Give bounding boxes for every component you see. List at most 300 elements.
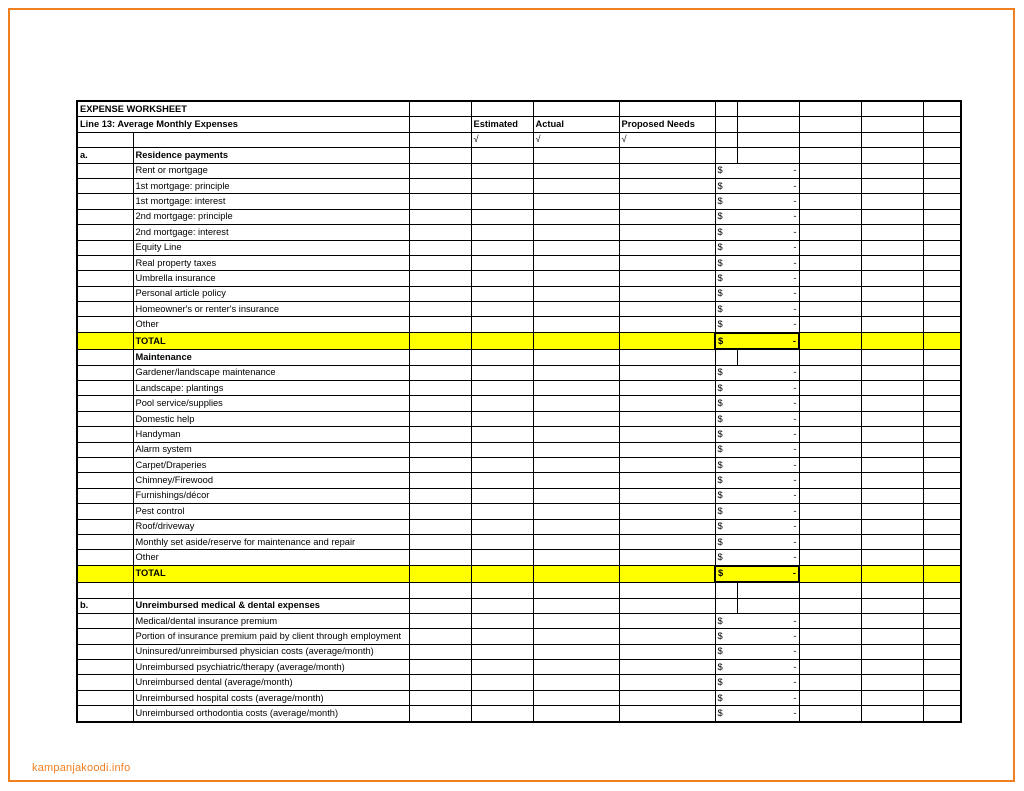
expense-value-col1[interactable] bbox=[409, 675, 471, 690]
expense-value-actual[interactable] bbox=[533, 381, 619, 396]
currency-symbol: $ bbox=[715, 442, 737, 457]
expense-value-actual[interactable] bbox=[533, 255, 619, 270]
expense-value-actual[interactable] bbox=[533, 209, 619, 224]
expense-value-proposed[interactable] bbox=[619, 381, 715, 396]
currency-symbol: $ bbox=[715, 427, 737, 442]
expense-value-estimated[interactable] bbox=[471, 488, 533, 503]
expense-value-proposed[interactable] bbox=[619, 302, 715, 317]
expense-label: Equity Line bbox=[133, 240, 409, 255]
empty-cell bbox=[861, 255, 923, 270]
empty-cell bbox=[799, 101, 861, 117]
empty-cell bbox=[77, 504, 133, 519]
expense-value-proposed[interactable] bbox=[619, 675, 715, 690]
expense-value-col1[interactable] bbox=[409, 427, 471, 442]
currency-symbol: $ bbox=[715, 690, 737, 705]
empty-cell bbox=[409, 117, 471, 132]
empty-cell bbox=[799, 225, 861, 240]
currency-amount: - bbox=[737, 442, 799, 457]
total-currency-symbol: $ bbox=[715, 333, 737, 349]
currency-symbol: $ bbox=[715, 178, 737, 193]
expense-value-col1[interactable] bbox=[409, 613, 471, 628]
expense-label: 2nd mortgage: principle bbox=[133, 209, 409, 224]
empty-cell bbox=[861, 302, 923, 317]
expense-value-estimated[interactable] bbox=[471, 255, 533, 270]
expense-value-actual[interactable] bbox=[533, 411, 619, 426]
empty-cell bbox=[861, 644, 923, 659]
total-currency-symbol: $ bbox=[715, 566, 737, 582]
expense-value-actual[interactable] bbox=[533, 488, 619, 503]
expense-value-col1[interactable] bbox=[409, 317, 471, 333]
expense-label: Roof/driveway bbox=[133, 519, 409, 534]
expense-label: Handyman bbox=[133, 427, 409, 442]
empty-cell bbox=[715, 101, 737, 117]
expense-value-estimated[interactable] bbox=[471, 271, 533, 286]
expense-value-actual[interactable] bbox=[533, 427, 619, 442]
empty-cell bbox=[77, 302, 133, 317]
empty-cell bbox=[923, 598, 961, 613]
expense-value-proposed[interactable] bbox=[619, 194, 715, 209]
currency-symbol: $ bbox=[715, 396, 737, 411]
empty-cell bbox=[923, 271, 961, 286]
currency-symbol: $ bbox=[715, 706, 737, 722]
empty-cell bbox=[861, 117, 923, 132]
empty-cell bbox=[715, 349, 737, 365]
page-title: EXPENSE WORKSHEET bbox=[77, 101, 409, 117]
empty-cell bbox=[861, 365, 923, 380]
empty-cell bbox=[533, 598, 619, 613]
empty-cell bbox=[77, 381, 133, 396]
expense-value-actual[interactable] bbox=[533, 194, 619, 209]
expense-value-col1[interactable] bbox=[409, 302, 471, 317]
expense-value-proposed[interactable] bbox=[619, 209, 715, 224]
expense-value-actual[interactable] bbox=[533, 660, 619, 675]
empty-cell bbox=[77, 566, 133, 582]
expense-value-estimated[interactable] bbox=[471, 411, 533, 426]
currency-amount: - bbox=[737, 706, 799, 722]
expense-value-actual[interactable] bbox=[533, 629, 619, 644]
expense-value-actual[interactable] bbox=[533, 396, 619, 411]
expense-value-proposed[interactable] bbox=[619, 271, 715, 286]
expense-value-col1[interactable] bbox=[409, 706, 471, 722]
expense-value-estimated[interactable] bbox=[471, 178, 533, 193]
subtitle-row bbox=[77, 117, 961, 132]
spacer-row bbox=[77, 582, 961, 598]
empty-cell bbox=[409, 101, 471, 117]
empty-cell bbox=[77, 629, 133, 644]
expense-row bbox=[77, 240, 961, 255]
empty-cell bbox=[799, 675, 861, 690]
expense-value-proposed[interactable] bbox=[619, 178, 715, 193]
section-heading: Unreimbursed medical & dental expenses bbox=[133, 598, 409, 613]
expense-value-actual[interactable] bbox=[533, 613, 619, 628]
expense-value-estimated[interactable] bbox=[471, 644, 533, 659]
checkmark-proposed-needs[interactable]: √ bbox=[619, 132, 715, 147]
expense-value-proposed[interactable] bbox=[619, 411, 715, 426]
empty-cell bbox=[715, 117, 737, 132]
currency-amount: - bbox=[737, 613, 799, 628]
empty-cell bbox=[923, 442, 961, 457]
expense-row bbox=[77, 706, 961, 722]
empty-cell bbox=[861, 194, 923, 209]
empty-cell bbox=[923, 644, 961, 659]
empty-cell bbox=[77, 255, 133, 270]
expense-row bbox=[77, 271, 961, 286]
expense-value-proposed[interactable] bbox=[619, 396, 715, 411]
expense-label: Domestic help bbox=[133, 411, 409, 426]
currency-symbol: $ bbox=[715, 302, 737, 317]
expense-value-col1[interactable] bbox=[409, 488, 471, 503]
expense-value-col1[interactable] bbox=[409, 457, 471, 472]
expense-row bbox=[77, 660, 961, 675]
expense-row bbox=[77, 365, 961, 380]
currency-amount: - bbox=[737, 178, 799, 193]
empty-cell bbox=[77, 675, 133, 690]
expense-value-estimated[interactable] bbox=[471, 550, 533, 566]
expense-value-estimated[interactable] bbox=[471, 706, 533, 722]
expense-value-estimated[interactable] bbox=[471, 225, 533, 240]
expense-value-estimated[interactable] bbox=[471, 690, 533, 705]
empty-cell bbox=[77, 132, 133, 147]
expense-row bbox=[77, 396, 961, 411]
empty-cell bbox=[409, 148, 471, 163]
empty-cell bbox=[861, 473, 923, 488]
empty-cell bbox=[861, 101, 923, 117]
empty-cell bbox=[471, 582, 533, 598]
empty-cell bbox=[861, 519, 923, 534]
expense-value-estimated[interactable] bbox=[471, 381, 533, 396]
empty-cell bbox=[861, 504, 923, 519]
expense-value-col1[interactable] bbox=[409, 286, 471, 301]
expense-value-estimated[interactable] bbox=[471, 427, 533, 442]
empty-cell bbox=[77, 163, 133, 178]
section-marker: b. bbox=[77, 598, 133, 613]
empty-cell bbox=[77, 473, 133, 488]
empty-cell bbox=[923, 101, 961, 117]
total-row bbox=[77, 566, 961, 582]
empty-cell bbox=[861, 333, 923, 349]
expense-value-actual[interactable] bbox=[533, 163, 619, 178]
expense-value-actual[interactable] bbox=[533, 225, 619, 240]
expense-value-estimated[interactable] bbox=[471, 396, 533, 411]
empty-cell bbox=[133, 582, 409, 598]
expense-value-estimated[interactable] bbox=[471, 194, 533, 209]
empty-cell bbox=[799, 473, 861, 488]
expense-value-col1[interactable] bbox=[409, 473, 471, 488]
currency-amount: - bbox=[737, 240, 799, 255]
expense-label: Unreimbursed orthodontia costs (average/month) bbox=[133, 706, 409, 722]
expense-row bbox=[77, 178, 961, 193]
expense-value-proposed[interactable] bbox=[619, 629, 715, 644]
expense-value-proposed[interactable] bbox=[619, 317, 715, 333]
expense-value-estimated[interactable] bbox=[471, 629, 533, 644]
empty-cell bbox=[923, 411, 961, 426]
currency-amount: - bbox=[737, 396, 799, 411]
expense-value-proposed[interactable] bbox=[619, 427, 715, 442]
expense-value-actual[interactable] bbox=[533, 442, 619, 457]
expense-value-col1[interactable] bbox=[409, 209, 471, 224]
expense-value-col1[interactable] bbox=[409, 194, 471, 209]
expense-value-proposed[interactable] bbox=[619, 225, 715, 240]
expense-value-estimated[interactable] bbox=[471, 442, 533, 457]
expense-value-actual[interactable] bbox=[533, 644, 619, 659]
empty-cell bbox=[737, 148, 799, 163]
empty-cell bbox=[799, 148, 861, 163]
empty-cell bbox=[923, 132, 961, 147]
currency-amount: - bbox=[737, 504, 799, 519]
empty-cell bbox=[861, 286, 923, 301]
currency-symbol: $ bbox=[715, 225, 737, 240]
empty-cell bbox=[715, 582, 737, 598]
expense-value-col1[interactable] bbox=[409, 519, 471, 534]
empty-cell bbox=[619, 148, 715, 163]
currency-amount: - bbox=[737, 519, 799, 534]
empty-cell bbox=[923, 302, 961, 317]
expense-value-estimated[interactable] bbox=[471, 675, 533, 690]
expense-value-estimated[interactable] bbox=[471, 660, 533, 675]
empty-cell bbox=[533, 148, 619, 163]
empty-cell bbox=[799, 550, 861, 566]
expense-row bbox=[77, 255, 961, 270]
checkmark-actual[interactable]: √ bbox=[533, 132, 619, 147]
expense-value-col1[interactable] bbox=[409, 690, 471, 705]
expense-value-proposed[interactable] bbox=[619, 534, 715, 549]
empty-cell bbox=[923, 209, 961, 224]
empty-cell bbox=[861, 396, 923, 411]
expense-value-col1[interactable] bbox=[409, 534, 471, 549]
expense-value-estimated[interactable] bbox=[471, 473, 533, 488]
expense-label: Personal article policy bbox=[133, 286, 409, 301]
empty-cell bbox=[409, 349, 471, 365]
currency-symbol: $ bbox=[715, 411, 737, 426]
expense-value-estimated[interactable] bbox=[471, 504, 533, 519]
empty-cell bbox=[861, 550, 923, 566]
empty-cell bbox=[737, 598, 799, 613]
empty-cell bbox=[619, 101, 715, 117]
empty-cell bbox=[799, 442, 861, 457]
empty-cell bbox=[533, 333, 619, 349]
empty-cell bbox=[799, 302, 861, 317]
expense-label: Pest control bbox=[133, 504, 409, 519]
empty-cell bbox=[619, 582, 715, 598]
expense-value-estimated[interactable] bbox=[471, 534, 533, 549]
expense-value-actual[interactable] bbox=[533, 365, 619, 380]
empty-cell bbox=[799, 163, 861, 178]
empty-cell bbox=[737, 349, 799, 365]
empty-cell bbox=[737, 101, 799, 117]
empty-cell bbox=[861, 534, 923, 549]
empty-cell bbox=[619, 598, 715, 613]
expense-value-estimated[interactable] bbox=[471, 457, 533, 472]
empty-cell bbox=[861, 427, 923, 442]
expense-row bbox=[77, 194, 961, 209]
expense-value-proposed[interactable] bbox=[619, 442, 715, 457]
expense-value-proposed[interactable] bbox=[619, 690, 715, 705]
expense-value-actual[interactable] bbox=[533, 504, 619, 519]
expense-value-col1[interactable] bbox=[409, 365, 471, 380]
expense-value-estimated[interactable] bbox=[471, 519, 533, 534]
empty-cell bbox=[861, 488, 923, 503]
expense-value-proposed[interactable] bbox=[619, 550, 715, 566]
total-amount: - bbox=[737, 566, 799, 582]
expense-value-proposed[interactable] bbox=[619, 613, 715, 628]
expense-value-actual[interactable] bbox=[533, 240, 619, 255]
currency-symbol: $ bbox=[715, 255, 737, 270]
expense-value-col1[interactable] bbox=[409, 660, 471, 675]
expense-value-col1[interactable] bbox=[409, 411, 471, 426]
empty-cell bbox=[923, 255, 961, 270]
empty-cell bbox=[799, 411, 861, 426]
empty-cell bbox=[923, 582, 961, 598]
empty-cell bbox=[923, 148, 961, 163]
empty-cell bbox=[861, 178, 923, 193]
expense-value-col1[interactable] bbox=[409, 271, 471, 286]
expense-value-actual[interactable] bbox=[533, 457, 619, 472]
expense-value-col1[interactable] bbox=[409, 629, 471, 644]
empty-cell bbox=[737, 582, 799, 598]
expense-value-actual[interactable] bbox=[533, 519, 619, 534]
empty-cell bbox=[923, 317, 961, 333]
expense-row bbox=[77, 163, 961, 178]
expense-value-col1[interactable] bbox=[409, 225, 471, 240]
expense-value-col1[interactable] bbox=[409, 163, 471, 178]
empty-cell bbox=[409, 566, 471, 582]
expense-value-proposed[interactable] bbox=[619, 473, 715, 488]
expense-label: Monthly set aside/reserve for maintenance and repair bbox=[133, 534, 409, 549]
expense-value-actual[interactable] bbox=[533, 675, 619, 690]
expense-row bbox=[77, 302, 961, 317]
expense-value-actual[interactable] bbox=[533, 271, 619, 286]
empty-cell bbox=[799, 660, 861, 675]
expense-value-actual[interactable] bbox=[533, 286, 619, 301]
empty-cell bbox=[715, 132, 737, 147]
empty-cell bbox=[861, 629, 923, 644]
empty-cell bbox=[799, 598, 861, 613]
expense-label: 1st mortgage: principle bbox=[133, 178, 409, 193]
expense-row bbox=[77, 411, 961, 426]
expense-value-col1[interactable] bbox=[409, 644, 471, 659]
expense-value-actual[interactable] bbox=[533, 690, 619, 705]
empty-cell bbox=[77, 271, 133, 286]
expense-label: Medical/dental insurance premium bbox=[133, 613, 409, 628]
expense-label: Unreimbursed hospital costs (average/month) bbox=[133, 690, 409, 705]
empty-cell bbox=[923, 534, 961, 549]
expense-value-proposed[interactable] bbox=[619, 365, 715, 380]
total-amount: - bbox=[737, 333, 799, 349]
empty-cell bbox=[923, 396, 961, 411]
expense-value-proposed[interactable] bbox=[619, 240, 715, 255]
expense-label: Unreimbursed psychiatric/therapy (average/month) bbox=[133, 660, 409, 675]
expense-value-proposed[interactable] bbox=[619, 706, 715, 722]
expense-value-estimated[interactable] bbox=[471, 317, 533, 333]
expense-value-col1[interactable] bbox=[409, 504, 471, 519]
empty-cell bbox=[799, 365, 861, 380]
expense-value-col1[interactable] bbox=[409, 550, 471, 566]
expense-value-proposed[interactable] bbox=[619, 255, 715, 270]
checkmark-estimated[interactable]: √ bbox=[471, 132, 533, 147]
expense-label: Chimney/Firewood bbox=[133, 473, 409, 488]
expense-value-proposed[interactable] bbox=[619, 488, 715, 503]
expense-value-actual[interactable] bbox=[533, 317, 619, 333]
empty-cell bbox=[77, 690, 133, 705]
expense-label: Homeowner's or renter's insurance bbox=[133, 302, 409, 317]
empty-cell bbox=[923, 675, 961, 690]
expense-value-col1[interactable] bbox=[409, 381, 471, 396]
expense-value-proposed[interactable] bbox=[619, 660, 715, 675]
empty-cell bbox=[923, 365, 961, 380]
expense-value-actual[interactable] bbox=[533, 302, 619, 317]
expense-value-proposed[interactable] bbox=[619, 644, 715, 659]
section-heading: Maintenance bbox=[133, 349, 409, 365]
expense-row bbox=[77, 534, 961, 549]
currency-amount: - bbox=[737, 629, 799, 644]
expense-value-proposed[interactable] bbox=[619, 163, 715, 178]
expense-row bbox=[77, 442, 961, 457]
section-heading-row bbox=[77, 598, 961, 613]
expense-value-actual[interactable] bbox=[533, 550, 619, 566]
currency-amount: - bbox=[737, 209, 799, 224]
expense-value-proposed[interactable] bbox=[619, 286, 715, 301]
expense-value-estimated[interactable] bbox=[471, 240, 533, 255]
expense-value-estimated[interactable] bbox=[471, 613, 533, 628]
currency-amount: - bbox=[737, 534, 799, 549]
expense-value-col1[interactable] bbox=[409, 240, 471, 255]
expense-row bbox=[77, 225, 961, 240]
expense-label: Gardener/landscape maintenance bbox=[133, 365, 409, 380]
currency-amount: - bbox=[737, 550, 799, 566]
expense-label: Other bbox=[133, 317, 409, 333]
expense-value-proposed[interactable] bbox=[619, 519, 715, 534]
empty-cell bbox=[799, 566, 861, 582]
empty-cell bbox=[861, 613, 923, 628]
empty-cell bbox=[861, 457, 923, 472]
expense-row bbox=[77, 457, 961, 472]
expense-row bbox=[77, 286, 961, 301]
expense-value-estimated[interactable] bbox=[471, 209, 533, 224]
empty-cell bbox=[77, 317, 133, 333]
currency-symbol: $ bbox=[715, 457, 737, 472]
expense-value-col1[interactable] bbox=[409, 396, 471, 411]
empty-cell bbox=[77, 396, 133, 411]
expense-value-actual[interactable] bbox=[533, 178, 619, 193]
expense-value-estimated[interactable] bbox=[471, 302, 533, 317]
expense-value-actual[interactable] bbox=[533, 473, 619, 488]
checkmark-row bbox=[77, 132, 961, 147]
empty-cell bbox=[923, 488, 961, 503]
expense-value-estimated[interactable] bbox=[471, 163, 533, 178]
expense-value-actual[interactable] bbox=[533, 706, 619, 722]
empty-cell bbox=[923, 706, 961, 722]
expense-value-col1[interactable] bbox=[409, 178, 471, 193]
expense-value-col1[interactable] bbox=[409, 255, 471, 270]
currency-symbol: $ bbox=[715, 675, 737, 690]
expense-value-proposed[interactable] bbox=[619, 504, 715, 519]
empty-cell bbox=[799, 178, 861, 193]
expense-value-col1[interactable] bbox=[409, 442, 471, 457]
empty-cell bbox=[861, 240, 923, 255]
currency-symbol: $ bbox=[715, 381, 737, 396]
expense-value-actual[interactable] bbox=[533, 534, 619, 549]
empty-cell bbox=[77, 225, 133, 240]
currency-symbol: $ bbox=[715, 629, 737, 644]
expense-value-estimated[interactable] bbox=[471, 286, 533, 301]
currency-amount: - bbox=[737, 302, 799, 317]
currency-symbol: $ bbox=[715, 209, 737, 224]
expense-value-proposed[interactable] bbox=[619, 457, 715, 472]
empty-cell bbox=[737, 132, 799, 147]
expense-value-estimated[interactable] bbox=[471, 365, 533, 380]
empty-cell bbox=[861, 317, 923, 333]
expense-row bbox=[77, 381, 961, 396]
